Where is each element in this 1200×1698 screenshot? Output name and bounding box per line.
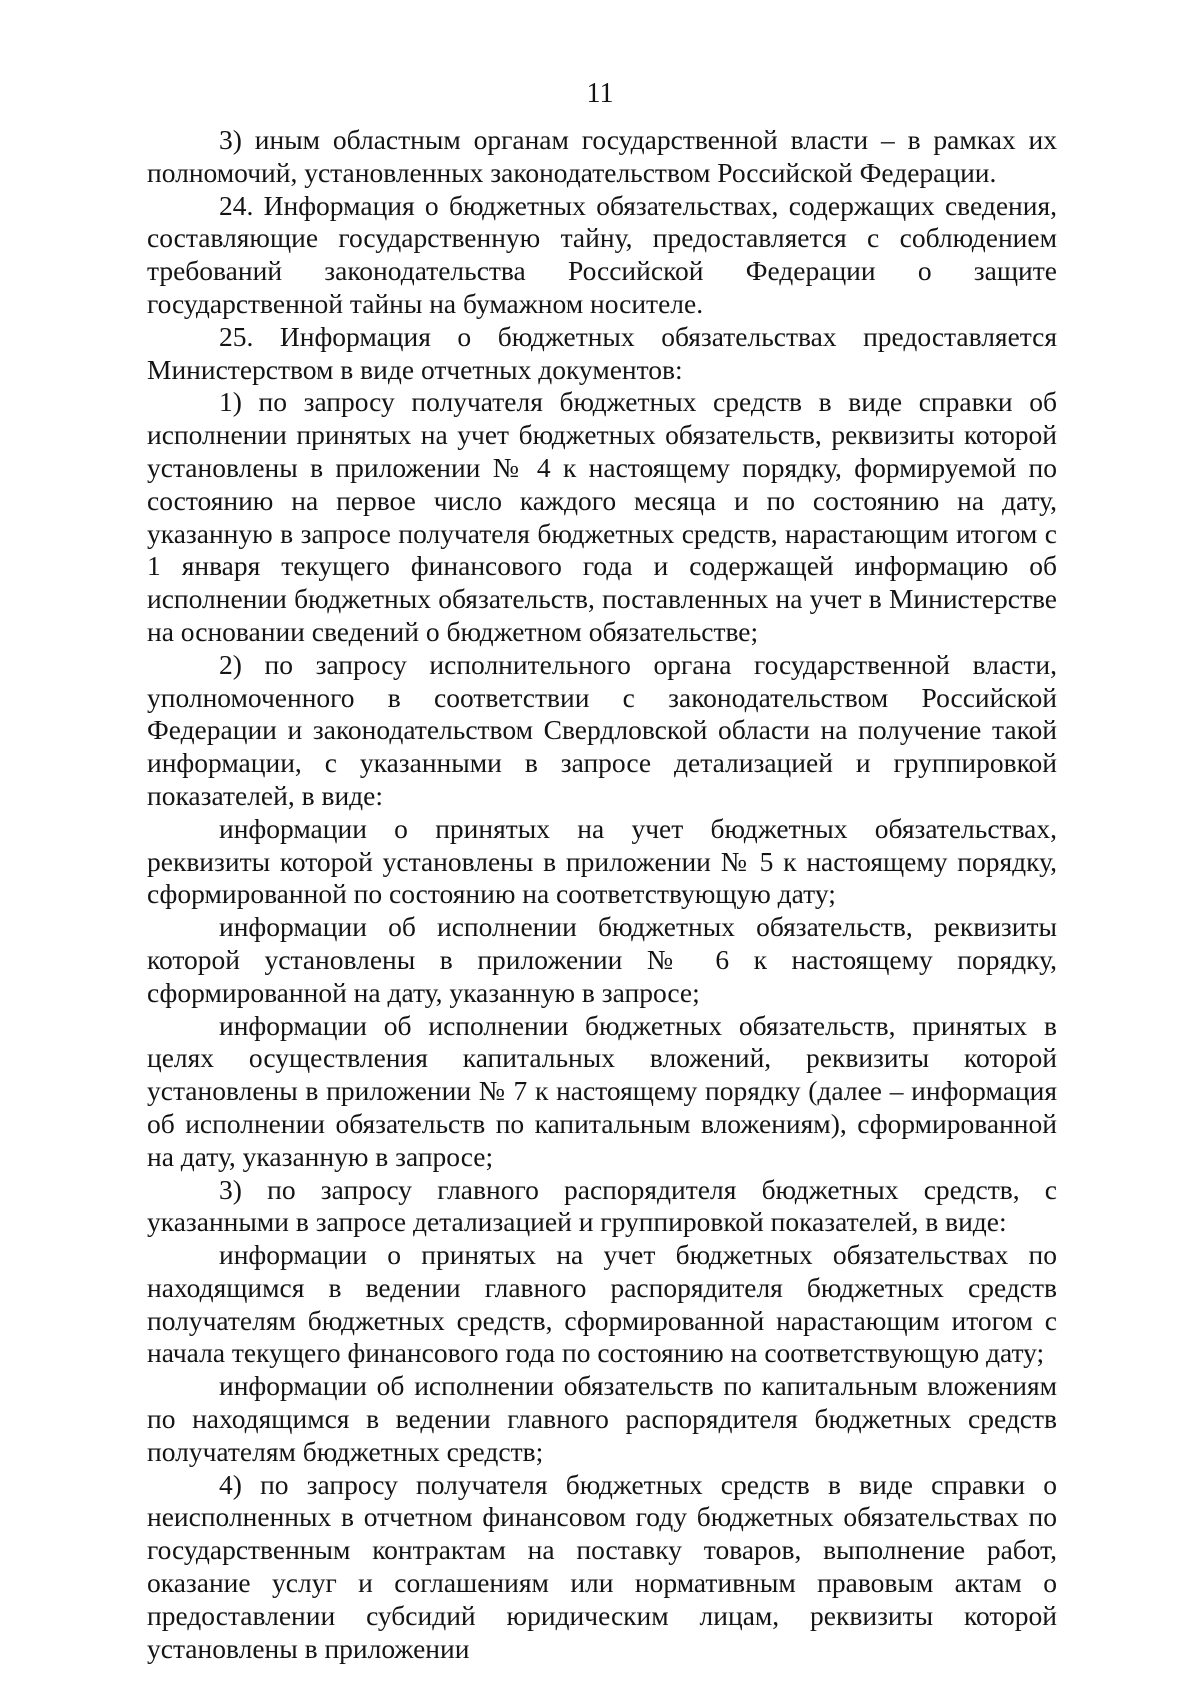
document-body [147,124,1057,1665]
paragraph-info-accepted-obligations: информации о принятых на учет бюджетных обязательствах, реквизиты которой установлены в приложении № 5 к настоящему порядку, сформированной по состоянию на соответствующую дату; [147,812,1057,910]
paragraph-clause-3-other-authorities: 3) иным областным органам государственной власти – в рамках их полномочий, установленных законодательством Российской Федерации. [147,124,1057,188]
paragraph-item-3-chief-manager-request: 3) по запросу главного распорядителя бюджетных средств, с указанными в запросе детализацией и группировкой показателей, в виде: [147,1173,1057,1238]
paragraph-info-capital-by-subordinates: информации об исполнении обязательств по капитальным вложениям по находящимся в ведении главного распорядителя бюджетных средств получателям бюджетных средств; [147,1370,1057,1467]
paragraph-25-reporting-documents: 25. Информация о бюджетных обязательствах предоставляется Министерством в виде отчетных документов: [147,320,1057,385]
paragraph-item-1-recipient-request: 1) по запросу получателя бюджетных средств в виде справки об исполнении принятых на учет бюджетных обязательств, реквизиты которой установлены в приложении № 4 к настоящему порядку, формируемой по состоянию на первое число каждого месяца и по состоянию на дату, указанную в запросе получателя бюджетных средств, нарастающим итогом с 1 января текущего финансового года и содержащей информацию об исполнении бюджетных обязательств, поставленных на учет в Министерстве на основании сведений о бюджетном обязательстве; [147,386,1057,647]
paragraph-item-2-executive-request: 2) по запросу исполнительного органа государственной власти, уполномоченного в соответствии с законодательством Российской Федерации и законодательством Свердловской области на получение такой информации, с указанными в запросе детализацией и группировкой показателей, в виде: [147,648,1057,811]
paragraph-info-execution-obligations: информации об исполнении бюджетных обязательств, реквизиты которой установлены в приложении № 6 к настоящему порядку, сформированной на дату, указанную в запросе; [147,911,1057,1008]
paragraph-info-capital-investments: информации об исполнении бюджетных обязательств, принятых в целях осуществления капитальных вложений, реквизиты которой установлены в приложении № 7 к настоящему порядку (далее – информация об исполнении обязательств по капитальным вложениям), сформированной на дату, указанную в запросе; [147,1009,1057,1172]
paragraph-item-4-unfulfilled-obligations: 4) по запросу получателя бюджетных средств в виде справки о неисполненных в отчетном финансовом году бюджетных обязательствах по государственным контрактам на поставку товаров, выполнение работ, оказание услуг и соглашениям или нормативным правовым актам о предоставлении субсидий юридическим лицам, реквизиты которой установлены в приложении [147,1468,1057,1664]
paragraph-info-accepted-by-subordinates: информации о принятых на учет бюджетных обязательствах по находящимся в ведении главного распорядителя бюджетных средств получателям бюджетных средств, сформированной нарастающим итогом с начала текущего финансового года по состоянию на соответствующую дату; [147,1239,1057,1369]
paragraph-24-state-secret: 24. Информация о бюджетных обязательствах, содержащих сведения, составляющие государственную тайну, предоставляется с соблюдением требований законодательства Российской Федерации о защите государственной тайны на бумажном носителе. [147,189,1057,319]
page-number: 11 [586,78,614,109]
